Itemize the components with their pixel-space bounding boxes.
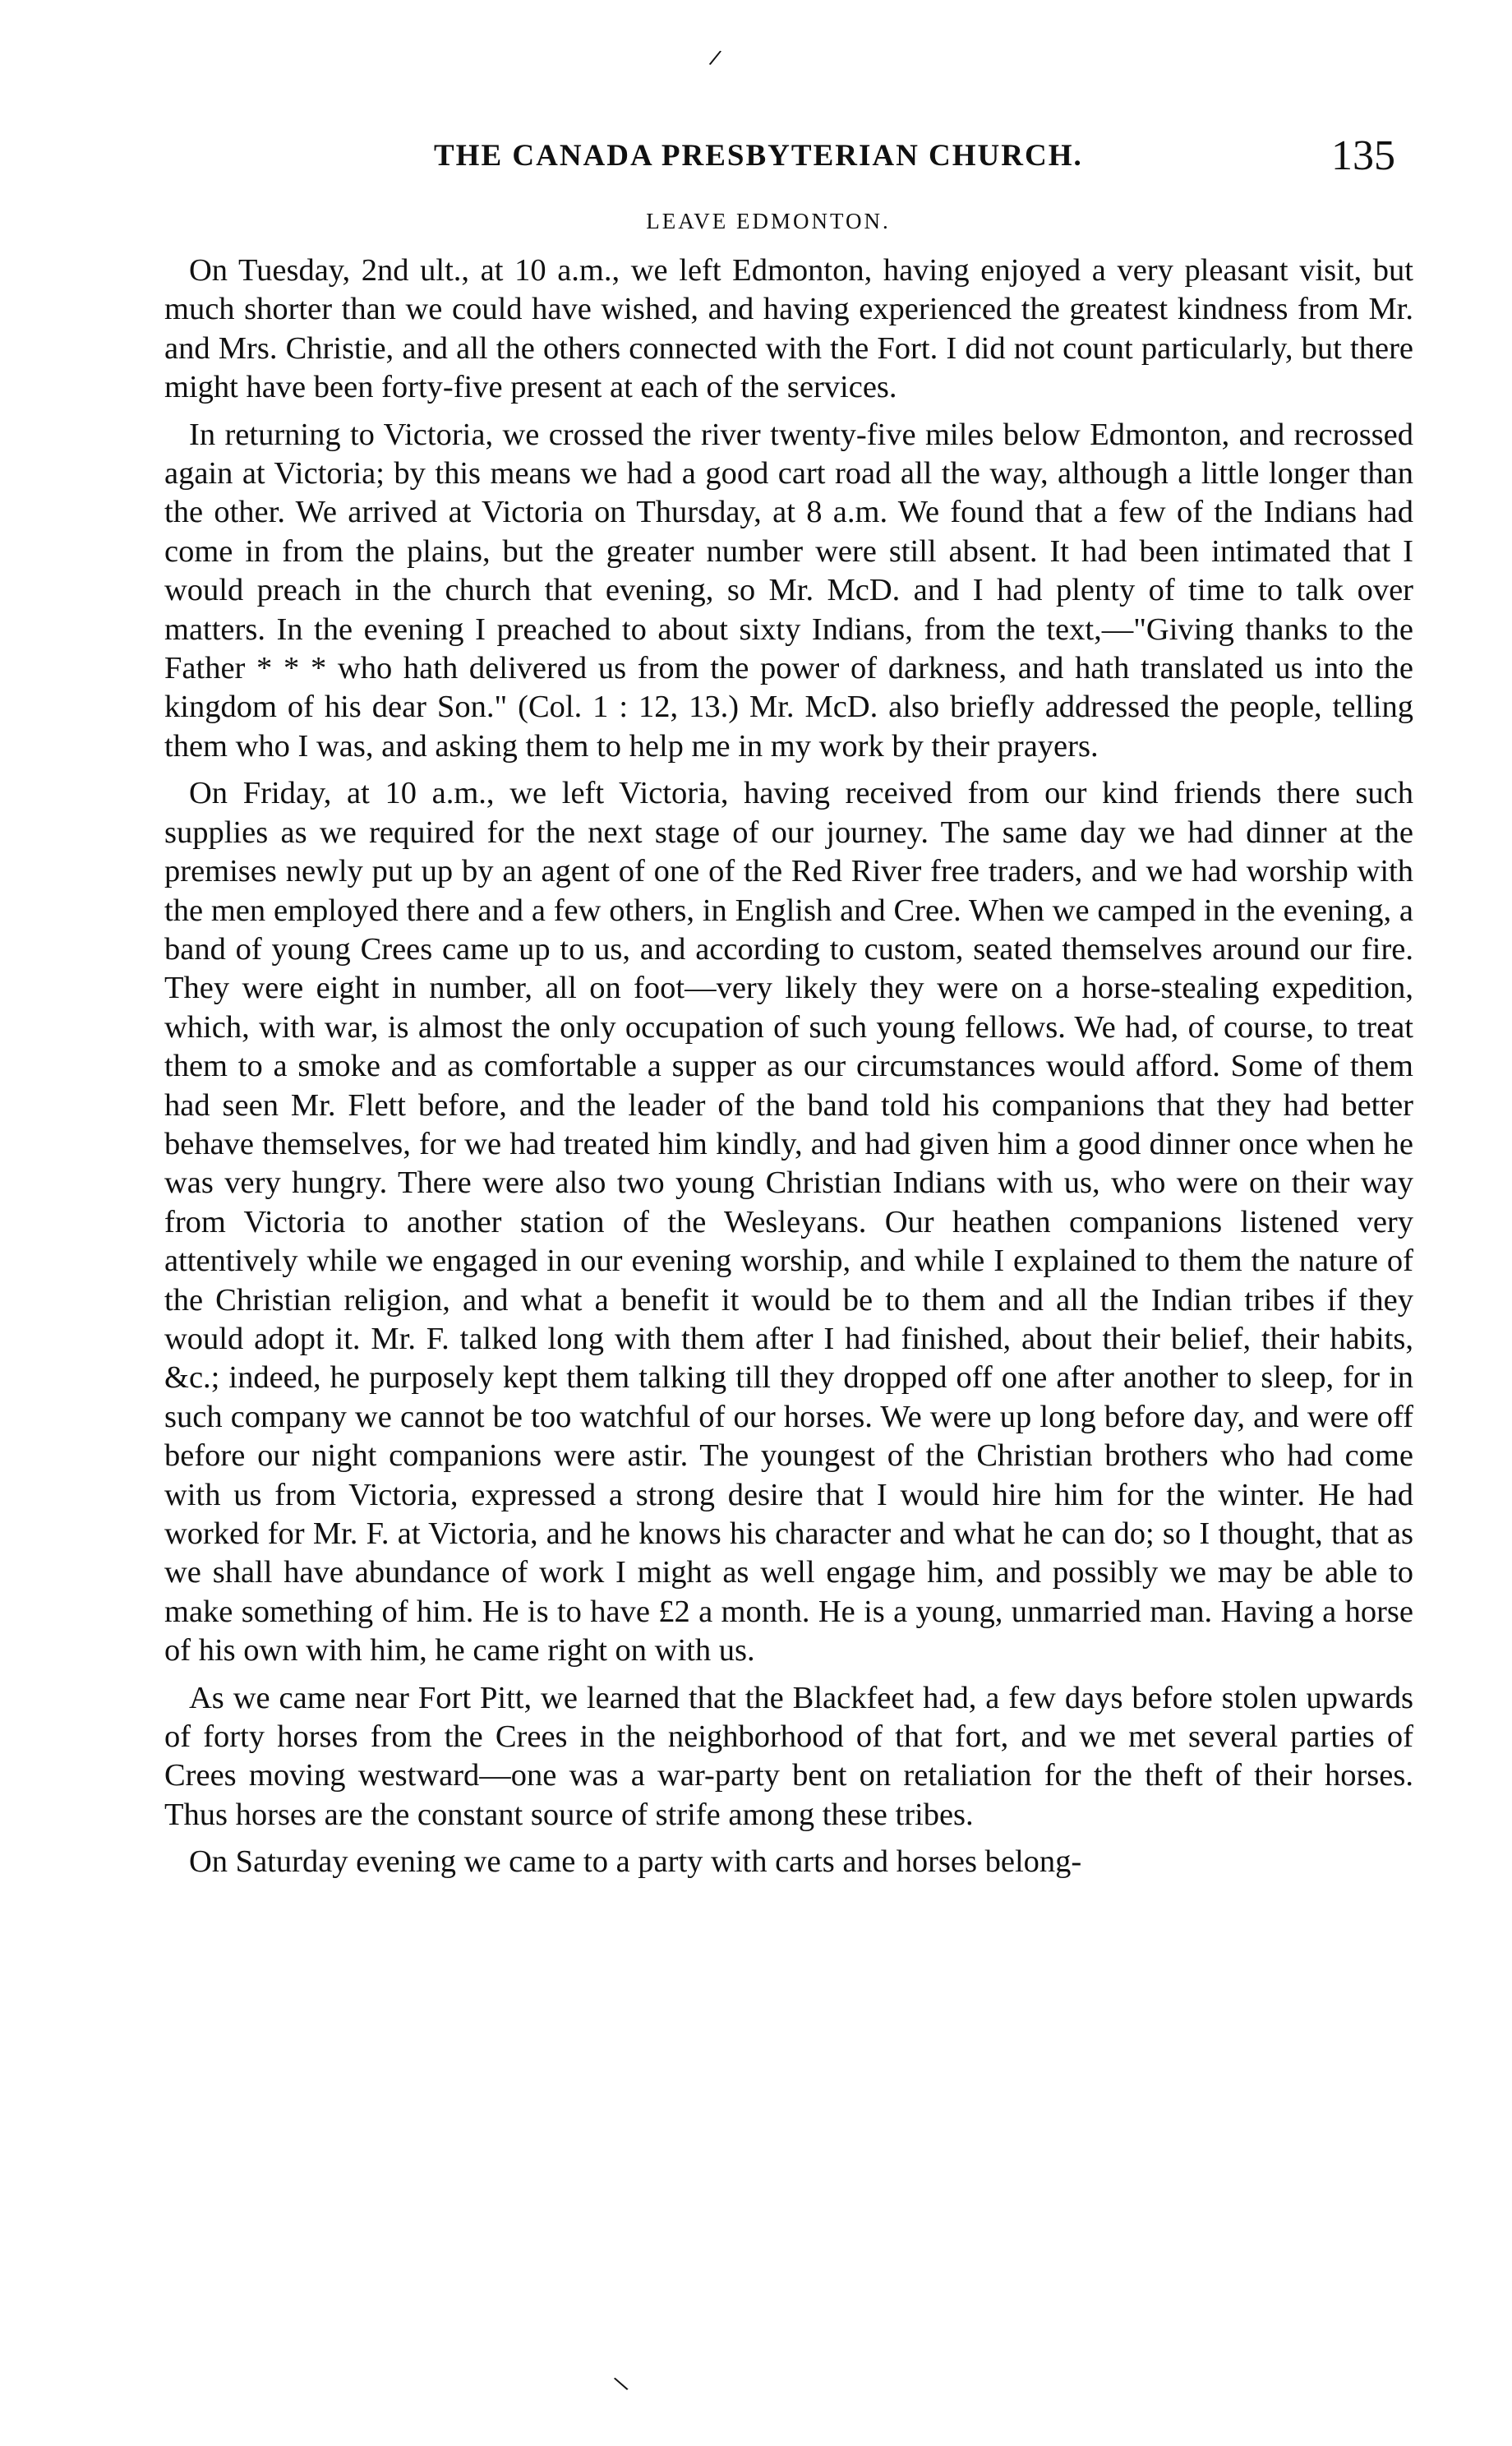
paragraph-leave-edmonton: On Tuesday, 2nd ult., at 10 a.m., we left Edmonton, having enjoyed a very pleasant visit, but much shorter than we could have wished, and having experienced the greatest kindness from Mr. and Mrs. Christie, and all the others connected with the Fort. I did not count particularly, but there might have been forty-five present at each of the services. — [164, 253, 1413, 405]
paragraph-saturday-evening: On Saturday evening we came to a party with carts and horses belong- — [189, 1844, 1082, 1880]
paragraph-leave-victoria: On Friday, at 10 a.m., we left Victoria, having received from our kind friends there such supplies as we required for the next stage of our journey. The same day we had dinner at the premises newly put up by an agent of one of the Red River free traders, and we had worship with the men employed there and a few others, in English and Cree. When we camped in the evening, a band of young Crees came up to us, and according to custom, seated themselves around our fire. They were eight in number, all on foot—very likely they were on a horse-stealing expedition, which, with war, is almost the only occupation of such young fellows. We had, of course, to treat them to a smoke and as comfortable a supper as our circumstances would afford. Some of them had seen Mr. Flett before, and the leader of the band told his companions that they had better behave themselves, for we had treated him kindly, and had given him a good dinner once when he was very hungry. There were also two young Christian Indians with us, who were on their way from Victoria to another station of the Wesleyans. Our heathen companions listened very attentively while we engaged in our evening worship, and while I explained to them the nature of the Christian religion, and what a benefit it would be to them and all the Indian tribes if they would adopt it. Mr. F. talked long with them after I had finished, about their belief, their habits, &c.; indeed, he purposely kept them talking till they dropped off one after another to sleep, for in such company we cannot be too watchful of our horses. We were up long before day, and were off before our night companions were astir. The youngest of the Christian brothers who had come with us from Victoria, expressed a strong desire that I would hire him for the winter. He had worked for Mr. F. at Victoria, and he knows his character and what he can do; so I thought, that as we shall have abundance of work I might as well engage him, and possibly we may be able to make something of him. He is to have £2 a month. He is a young, unmarried man. Having a horse of his own with him, he came right on with us. — [164, 776, 1413, 1668]
body-text — [164, 252, 1413, 1890]
page-number: 135 — [1331, 132, 1395, 179]
running-title: THE CANADA PRESBYTERIAN CHURCH. — [434, 139, 1083, 173]
scan-mark-top: / — [707, 44, 723, 72]
paragraph-return-victoria: In returning to Victoria, we crossed the river twenty-five miles below Edmonton, and recrossed again at Victoria; by this means we had a good cart road all the way, although a little longer than the other. We arrived at Victoria on Thursday, at 8 a.m. We found that a few of the Indians had come in from the plains, but the greater number were still absent. It had been intimated that I would preach in the church that evening, so Mr. McD. and I had plenty of time to talk over matters. In the evening I preached to about sixty Indians, from the text,—"Giving thanks to the Father * * * who hath delivered us from the power of darkness, and hath translated us into the kingdom of his dear Son." (Col. 1 : 12, 13.) Mr. McD. also briefly addressed the people, telling them who I was, and asking them to help me in my work by their prayers. — [164, 417, 1413, 764]
paragraph-fort-pitt: As we came near Fort Pitt, we learned that the Blackfeet had, a few days before stolen upwards of forty horses from the Crees in the neighborhood of that fort, and we met several parties of Crees moving westward—one was a war-party bent on retaliation for the theft of their horses. Thus horses are the constant source of strife among these tribes. — [164, 1680, 1413, 1832]
scan-mark-bottom: \ — [611, 2370, 631, 2398]
section-heading: LEAVE EDMONTON. — [646, 209, 891, 233]
running-head — [434, 132, 1395, 181]
